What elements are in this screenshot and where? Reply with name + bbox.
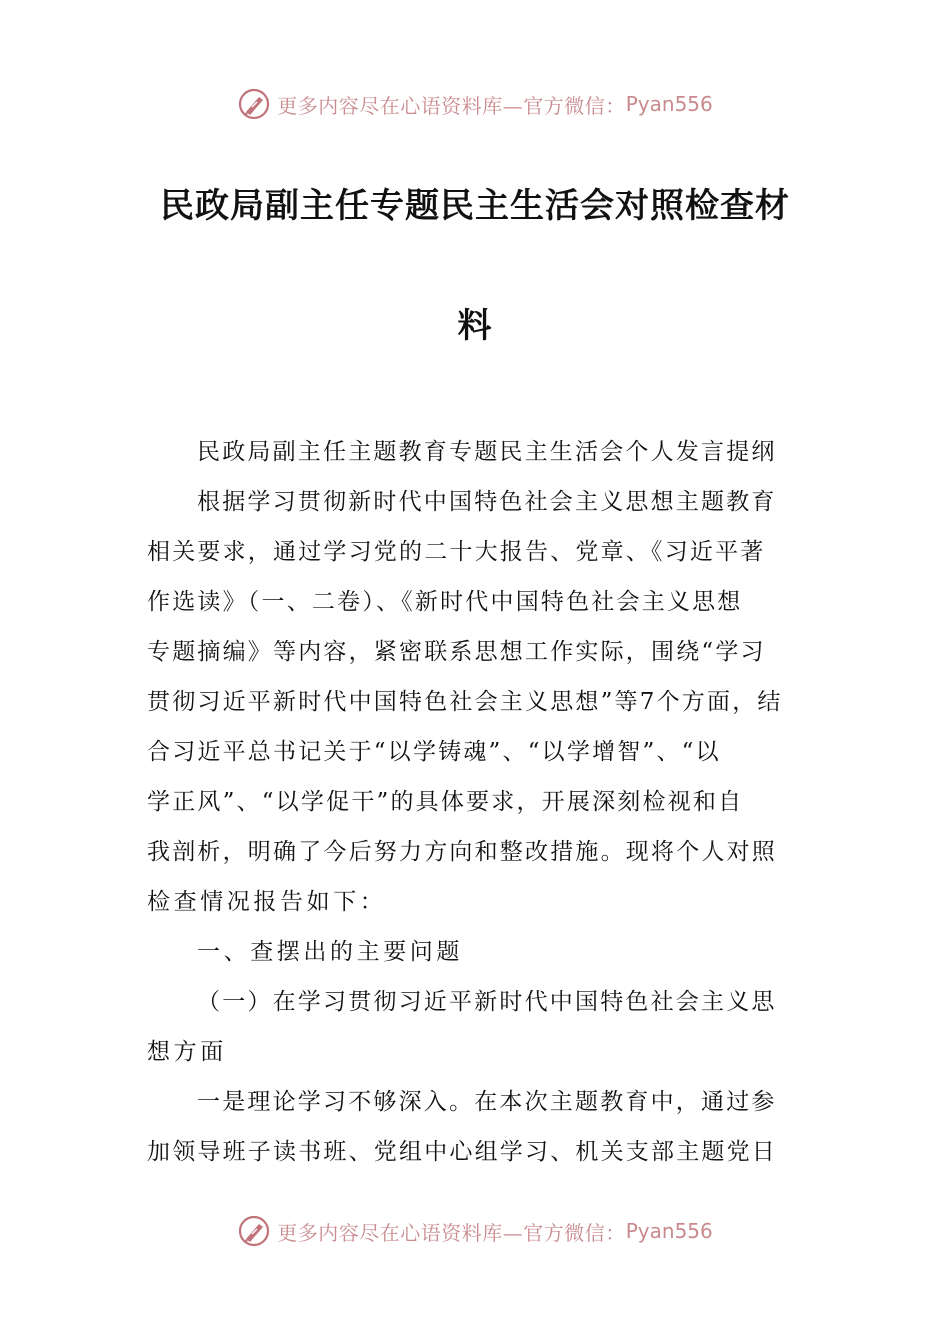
- subsection-heading-continued: 想方面: [147, 1039, 227, 1065]
- body-line: 合习近平总书记关于“以学铸魂”、“以学增智”、“以: [147, 739, 721, 765]
- document-title-line-1: 民政局副主任专题民主生活会对照检查材: [160, 186, 790, 226]
- subsection-heading: （一）在学习贯彻习近平新时代中国特色社会主义思: [197, 989, 777, 1015]
- body-line: 相关要求，通过学习党的二十大报告、党章、《习近平著: [147, 539, 766, 565]
- pen-nib-logo-icon: [237, 1214, 271, 1248]
- body-line: 根据学习贯彻新时代中国特色社会主义思想主题教育: [197, 489, 777, 515]
- body-line: 学正风”、“以学促干”的具体要求，开展深刻检视和自: [147, 789, 744, 815]
- body-line: 专题摘编》等内容，紧密联系思想工作实际，围绕“学习: [147, 639, 766, 665]
- body-line-subtitle: 民政局副主任主题教育专题民主生活会个人发言提纲: [197, 439, 777, 465]
- body-line: 加领导班子读书班、党组中心组学习、机关支部主题党日: [147, 1139, 777, 1165]
- banner-wechat-id: Pyan556: [625, 92, 713, 116]
- header-watermark-banner: [0, 84, 950, 124]
- section-heading: 一、查摆出的主要问题: [197, 939, 463, 965]
- banner-text: 更多内容尽在心语资料库—官方微信：: [277, 93, 626, 118]
- pen-nib-logo-icon: [237, 87, 271, 121]
- banner-text: 更多内容尽在心语资料库—官方微信：: [277, 1220, 626, 1245]
- body-line: 作选读》（一、二卷）、《新时代中国特色社会主义思想: [147, 589, 743, 615]
- footer-watermark-banner: [0, 1211, 950, 1251]
- body-line: 一是理论学习不够深入。在本次主题教育中，通过参: [197, 1089, 777, 1115]
- banner-wechat-id: Pyan556: [625, 1219, 713, 1243]
- body-line: 检查情况报告如下：: [147, 889, 387, 915]
- body-line: 贯彻习近平新时代中国特色社会主义思想”等7个方面，结: [147, 689, 783, 715]
- body-line: 我剖析，明确了今后努力方向和整改措施。现将个人对照: [147, 839, 777, 865]
- document-title-line-2: 料: [457, 306, 493, 346]
